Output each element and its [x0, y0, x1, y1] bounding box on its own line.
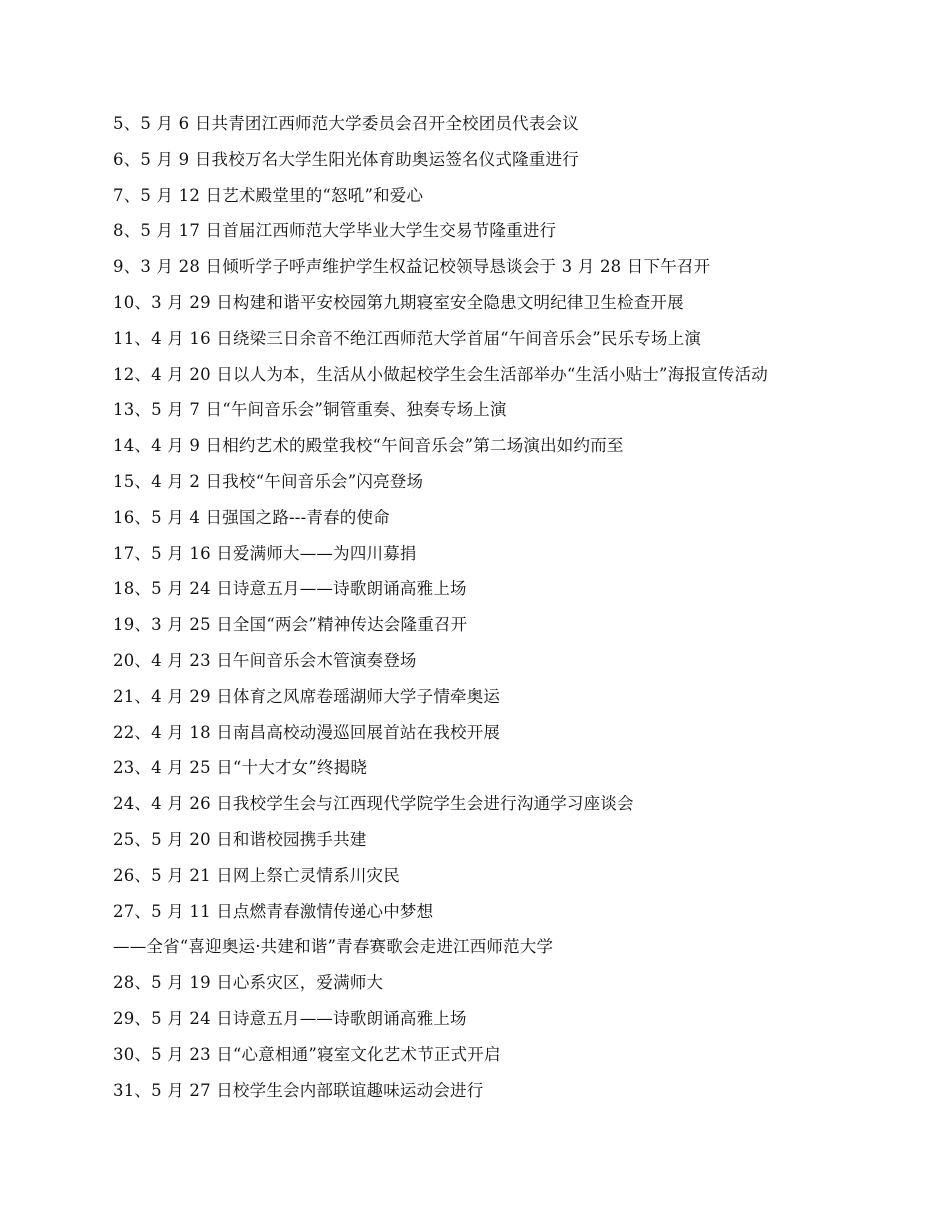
list-item: 17、5 月 16 日爱满师大——为四川募捐 — [113, 543, 417, 563]
list-item: 12、4 月 20 日以人为本，生活从小做起校学生会生活部举办“生活小贴士”海报宣传活动 — [113, 364, 768, 384]
list-item: 26、5 月 21 日网上祭亡灵情系川灾民 — [113, 865, 400, 885]
event-list — [113, 110, 913, 1112]
list-item: 15、4 月 2 日我校“午间音乐会”闪亮登场 — [113, 471, 424, 491]
list-item: 18、5 月 24 日诗意五月——诗歌朗诵高雅上场 — [113, 579, 467, 599]
list-item: 28、5 月 19 日心系灾区，爱满师大 — [113, 973, 384, 993]
list-item: 24、4 月 26 日我校学生会与江西现代学院学生会进行沟通学习座谈会 — [113, 794, 634, 814]
list-item: 21、4 月 29 日体育之风席卷瑶湖师大学子情牵奥运 — [113, 686, 501, 706]
list-item: 8、5 月 17 日首届江西师范大学毕业大学生交易节隆重进行 — [113, 221, 557, 241]
list-item: 10、3 月 29 日构建和谐平安校园第九期寝室安全隐患文明纪律卫生检查开展 — [113, 292, 684, 312]
list-item: 30、5 月 23 日“心意相通”寝室文化艺术节正式开启 — [113, 1044, 501, 1064]
list-item: 27、5 月 11 日点燃青春激情传递心中梦想 — [113, 901, 434, 921]
list-item: 11、4 月 16 日绕梁三日余音不绝江西师范大学首届“午间音乐会”民乐专场上演 — [113, 328, 702, 348]
list-item: 29、5 月 24 日诗意五月——诗歌朗诵高雅上场 — [113, 1008, 467, 1028]
list-item: 20、4 月 23 日午间音乐会木管演奏登场 — [113, 650, 417, 670]
list-item: 23、4 月 25 日“十大才女”终揭晓 — [113, 758, 368, 778]
list-item: 6、5 月 9 日我校万名大学生阳光体育助奥运签名仪式隆重进行 — [113, 149, 579, 169]
list-item: 31、5 月 27 日校学生会内部联谊趣味运动会进行 — [113, 1080, 484, 1100]
list-item: 9、3 月 28 日倾听学子呼声维护学生权益记校领导恳谈会于 3 月 28 日下午召开 — [113, 257, 711, 277]
list-item: 5、5 月 6 日共青团江西师范大学委员会召开全校团员代表会议 — [113, 114, 579, 133]
list-item: 19、3 月 25 日全国“两会”精神传达会隆重召开 — [113, 615, 468, 635]
list-item: 14、4 月 9 日相约艺术的殿堂我校“午间音乐会”第二场演出如约而至 — [113, 436, 624, 456]
list-item-subtitle: ——全省“喜迎奥运·共建和谐”青春赛歌会走进江西师范大学 — [113, 937, 554, 957]
list-item: 7、5 月 12 日艺术殿堂里的“怒吼”和爱心 — [113, 185, 424, 205]
list-item: 25、5 月 20 日和谐校园携手共建 — [113, 829, 367, 849]
list-item: 22、4 月 18 日南昌高校动漫巡回展首站在我校开展 — [113, 722, 501, 742]
list-item: 16、5 月 4 日强国之路---青春的使命 — [113, 507, 390, 527]
list-item: 13、5 月 7 日“午间音乐会”铜管重奏、独奏专场上演 — [113, 400, 507, 420]
